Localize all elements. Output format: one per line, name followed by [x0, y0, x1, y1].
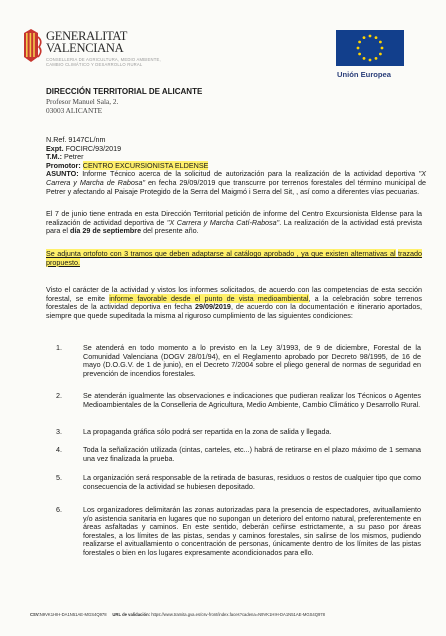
p2-line1: Se adjunta ortofoto con 3 tramos que deben adaptarse al catálogo aprobado , ya que existen alternativas al	[46, 249, 396, 258]
condition-line: Toda la señalización utilizada (cintas, carteles, etc...) habrá de retirarse en el plazo máximo de 1	[83, 445, 394, 454]
list-item	[46, 446, 422, 464]
paragraph-ortofoto	[46, 250, 422, 267]
eu-stars-icon	[336, 30, 404, 66]
expediente	[46, 145, 426, 154]
sender-address-line1: Profesor Manuel Sala, 2.	[46, 97, 119, 106]
p3-line2: sección forestal, se emite	[46, 285, 422, 303]
p2-line2: trazado propuesto.	[46, 249, 423, 267]
termino-label: T.M.:	[46, 152, 62, 162]
event-name: "X Carrera y Marcha de Rabosa"	[46, 169, 427, 187]
validation-url[interactable]: https://www.tramita.gva.es/csv-front/index.faces?cadena=N9VK1HIH-DA1N51AE-MGS4Q978	[151, 612, 325, 617]
condition-line: Comunidad Valenciana (DOGV 28/01/94), en el Reglamento aprobado por Decreto 98/1995, de 16	[83, 351, 410, 361]
condition-line: Se atenderá en todo momento a lo previsto en la Ley 3/1993, de 9 de diciembre, Forestal de la	[83, 343, 421, 352]
condition-line: Los organizadores delimitarán las zonas autorizadas para la presencia de espectadores,	[83, 505, 371, 514]
asunto-text-4: diferentes vías pecuarias.	[337, 186, 420, 196]
condition-line: Se atenderán igualmente las observaciones e indicaciones que pudieran realizar los Técnicos o	[83, 391, 393, 400]
condition-number: 5.	[56, 473, 62, 482]
validation-footer	[30, 612, 325, 617]
favorable-report: informe favorable desde el punto de vista medioambiental	[109, 293, 309, 303]
gv-title-line1: GENERALITAT	[46, 29, 128, 43]
condition-text	[83, 344, 421, 378]
condition-number: 3.	[56, 427, 62, 436]
sender-address-line2: 03003 ALICANTE	[46, 105, 103, 115]
csv-code: N9VK1HIH-DA1N51AE-MGS4Q978	[39, 612, 107, 617]
p1-line3: actividad está prevista para el	[46, 217, 422, 236]
conselleria-name	[46, 57, 161, 67]
condition-line: Agentes Medioambientales de la Conselleria de Agricultura, Medio Ambiente, Cambio Climático y	[83, 391, 421, 409]
condition-line: La organización será responsable de la retirada de basuras, residuos o restos de cualquier tipo que	[83, 473, 402, 482]
gv-title-line2: VALENCIANA	[46, 41, 124, 55]
condition-line: avituallamiento y/o asistencia sanitaria en lugares que no supongan un deterioro del entorno	[83, 505, 422, 523]
expediente-value: FOCIRC/93/2019	[65, 143, 122, 153]
condition-line: como consecuencia de la actividad se hubiesen depositado.	[83, 473, 421, 491]
promotor-value: CENTRO EXCURSIONISTA ELDENSE	[82, 160, 209, 170]
condition-line: sin salirse de los mismos, pudiendo realizarse el avituallamiento o concentración de personas,	[83, 530, 421, 549]
condition-line: seguridad en prevención de incendios forestales.	[83, 360, 421, 378]
condition-text	[83, 428, 421, 437]
condition-line: natural, preferentemente en áreas asfaltadas y caminos. En este sentido, deberán ceñirse	[83, 513, 421, 532]
termino-value: Petrer	[63, 152, 84, 162]
paragraph-request	[46, 210, 422, 236]
asunto-text: Informe Técnico acerca de la solicitud de autorización para la realización de la actividad deportiva	[82, 169, 416, 179]
p3-line5: condiciones:	[312, 310, 353, 320]
condition-number: 6.	[56, 505, 62, 514]
condition-line: de mayo (D.O.G.V. de 1 de junio), en el Decreto 7/2004 sobre el pliego general de normas de	[83, 351, 421, 370]
condition-text	[83, 392, 421, 409]
list-item	[46, 392, 422, 419]
eu-flag-icon	[336, 30, 404, 66]
eu-logo	[336, 30, 404, 80]
eu-label: Unión Europea	[337, 70, 392, 79]
paragraph-resolution	[46, 286, 422, 320]
p1-line2: para la realización de actividad deportiva de	[46, 209, 423, 227]
conselleria-line2: CAMBIO CLIMÁTICO Y DESARROLLO RURAL	[46, 62, 143, 67]
condition-text	[83, 506, 421, 558]
condition-number: 1.	[56, 343, 62, 352]
generalitat-emblem-icon	[22, 29, 44, 63]
promotor-label: Promotor:	[46, 160, 81, 170]
condition-number: 2.	[56, 391, 62, 400]
p1-line3b: del presente año.	[141, 226, 199, 236]
condition-line: semana una vez finalizada la prueba.	[83, 445, 421, 463]
generalitat-logo	[22, 29, 172, 79]
asunto-text-3: municipal de Petrer y afectando al Paisaje Protegido de la Serra del Maigmó i Serra del Sit, , así como a	[46, 177, 427, 196]
reference-block	[46, 136, 426, 196]
generalitat-title	[46, 30, 127, 54]
condition-line: La propaganda gráfica sólo podrá ser repartida en la zona de salida y llegada.	[83, 427, 332, 436]
expediente-label: Expt.	[46, 143, 64, 153]
authorized-date: 29/09/2019	[194, 302, 231, 312]
conselleria-line1: CONSELLERIA DE AGRICULTURA, MEDIO AMBIENTE,	[46, 57, 161, 62]
condition-line: acondicionados para ello.	[232, 547, 314, 557]
condition-text	[83, 474, 421, 491]
p1-line2b: . La realización de la	[279, 217, 348, 227]
p3-line3: terrenos forestales de la actividad deportiva en fecha	[46, 293, 422, 312]
list-item	[46, 506, 422, 568]
event-date: día 29 de septiembre	[69, 226, 142, 236]
event-name-2: "X Carrera y Marcha Catí-Rabosa"	[166, 217, 280, 227]
p3-line4: itinerario aportados, siempre que quede supeditada la misma al riguroso cumplimiento de las siguientes	[46, 302, 423, 320]
list-item	[46, 344, 422, 380]
csv-label: CSV:	[30, 612, 40, 617]
asunto	[46, 170, 426, 196]
url-label: URL de validación:	[112, 612, 151, 617]
asunto-text-2: en fecha 29/09/2019 que transcurre por terrenos forestales del término	[145, 177, 382, 187]
condition-line: únicamente dentro de los límites de las pistas forestales o bien en los lugares expresamente	[83, 539, 421, 557]
reference-number: N.Ref. 9147CL/nm	[46, 135, 106, 144]
list-item	[46, 474, 422, 492]
list-item	[46, 428, 422, 438]
sender-direction: DIRECCIÓN TERRITORIAL DE ALICANTE	[46, 87, 203, 96]
asunto-label: ASUNTO:	[46, 169, 79, 179]
p1-line1: El 7 de junio tiene entrada en esta Dirección Territorial petición de informe del Centro Excursionista Eldense	[46, 209, 398, 218]
condition-line: Desarrollo Rural.	[366, 399, 421, 409]
sender-address	[46, 98, 206, 115]
condition-text	[83, 446, 421, 463]
p3-line1: Visto el carácter de la actividad y vistos los informes solicitados, de acuerdo con las competencias de esta	[46, 285, 395, 294]
p3-line2b: , a la celebración sobre	[308, 293, 392, 303]
condition-number: 4.	[56, 445, 62, 454]
condition-line: estrictamente, a su paso por áreas forestales, a los límites de las pistas, sendas y caminos forestales,	[83, 522, 422, 540]
p3-line3b: , de acuerdo con la documentación e	[230, 302, 355, 312]
